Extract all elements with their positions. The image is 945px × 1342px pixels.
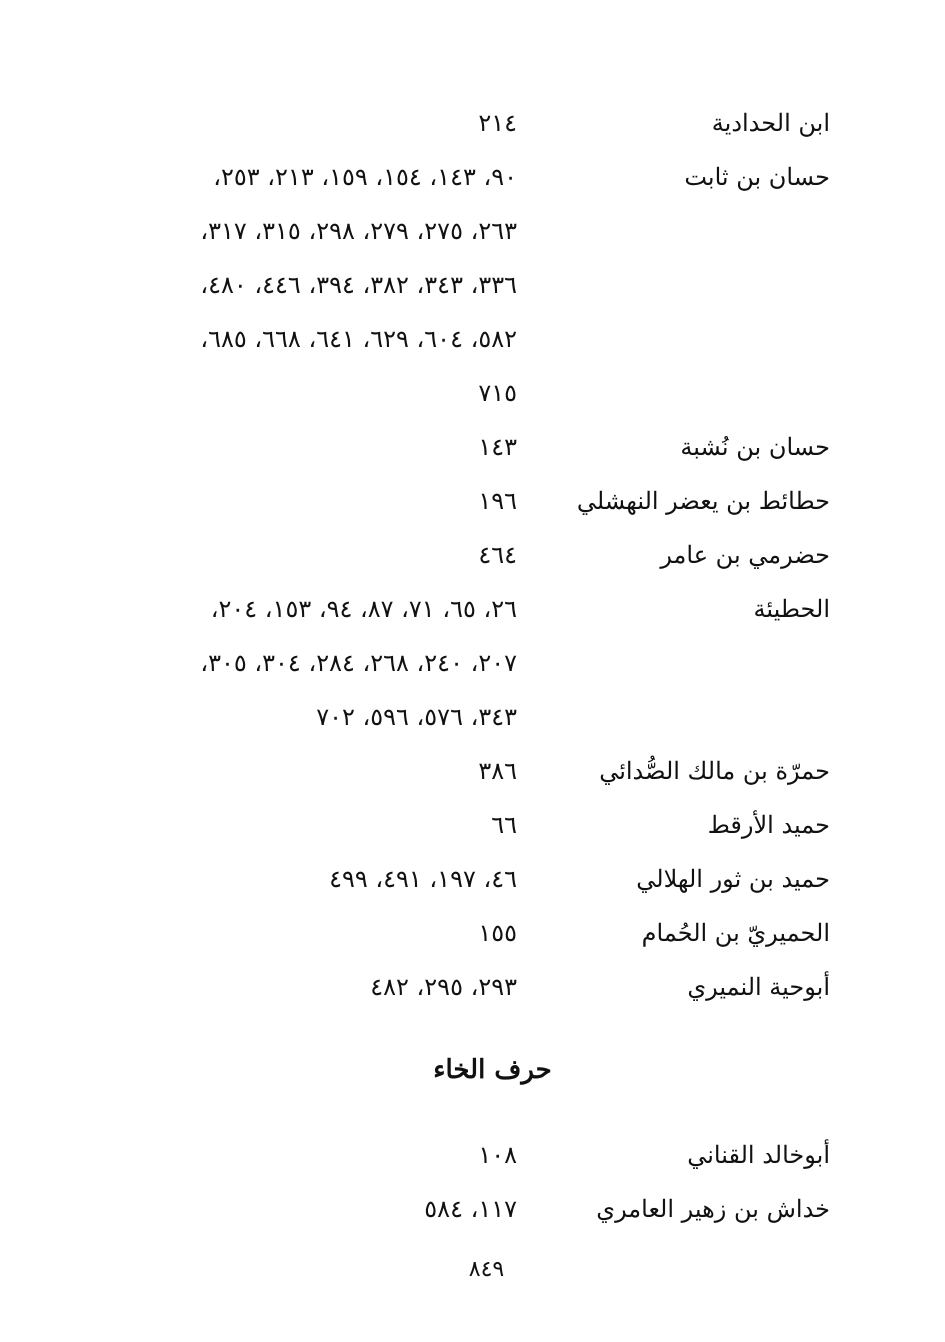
index-entry-row [0,589,945,629]
index-entry-row [0,103,945,143]
index-entry-row [0,319,945,359]
index-entry-row [0,427,945,467]
entry-name: أبوخالد القناني [687,1141,830,1169]
entry-page-references: ٢٦٣، ٢٧٥، ٢٧٩، ٢٩٨، ٣١٥، ٣١٧، [200,217,517,245]
entry-page-references: ٧١٥ [478,379,517,407]
index-entry-row [0,1189,945,1229]
index-entry-row [0,751,945,791]
entry-name: حضرمي بن عامر [660,541,830,569]
entry-page-references: ٤٦٤ [478,541,517,569]
index-entry-row [0,967,945,1007]
entry-name: حميد الأرقط [707,811,830,839]
entry-page-references: ٢١٤ [478,109,517,137]
index-entry-row [0,265,945,305]
entry-page-references: ١١٧، ٥٨٤ [424,1195,517,1223]
index-entry-row [0,913,945,953]
index-entry-row [0,697,945,737]
entry-page-references: ٢٠٧، ٢٤٠، ٢٦٨، ٢٨٤، ٣٠٤، ٣٠٥، [200,649,517,677]
entry-page-references: ١٩٦ [478,487,517,515]
entry-page-references: ٩٠، ١٤٣، ١٥٤، ١٥٩، ٢١٣، ٢٥٣، [213,163,517,191]
index-entry-row [0,211,945,251]
page-number: ٨٤٩ [468,1257,505,1282]
entry-page-references: ٣٣٦، ٣٤٣، ٣٨٢، ٣٩٤، ٤٤٦، ٤٨٠، [200,271,517,299]
entry-page-references: ١٤٣ [478,433,517,461]
entry-page-references: ٢٦، ٦٥، ٧١، ٨٧، ٩٤، ١٥٣، ٢٠٤، [210,595,517,623]
index-entry-row [0,373,945,413]
index-entry-row [0,643,945,683]
entry-name: الحميريّ بن الحُمام [641,919,830,947]
entry-page-references: ١٠٨ [478,1141,517,1169]
entry-name: حميد بن ثور الهلالي [636,865,830,893]
entry-name: الحطيئة [753,595,830,623]
entry-name: حسان بن نُشبة [680,433,830,461]
entry-name: خداش بن زهير العامري [596,1195,830,1223]
index-entry-row [0,481,945,521]
entry-page-references: ٢٩٣، ٢٩٥، ٤٨٢ [370,973,517,1001]
entry-page-references: ٦٦ [491,811,517,839]
index-entry-row [0,859,945,899]
entry-page-references: ٣٨٦ [478,757,517,785]
entry-name: حسان بن ثابت [684,163,830,191]
entry-page-references: ٣٤٣، ٥٧٦، ٥٩٦، ٧٠٢ [316,703,517,731]
entry-page-references: ٤٦، ١٩٧، ٤٩١، ٤٩٩ [329,865,517,893]
section-heading: حرف الخاء [433,1055,552,1085]
entry-name: حطائط بن يعضر النهشلي [576,487,830,515]
index-entry-row [0,1135,945,1175]
entry-name: أبوحية النميري [687,973,830,1001]
index-entry-row [0,805,945,845]
entry-page-references: ١٥٥ [478,919,517,947]
index-entry-row [0,535,945,575]
index-entry-row [0,157,945,197]
entry-name: حمرّة بن مالك الصُّدائي [599,757,830,785]
entry-name: ابن الحدادية [711,109,830,137]
entry-page-references: ٥٨٢، ٦٠٤، ٦٢٩، ٦٤١، ٦٦٨، ٦٨٥، [200,325,517,353]
